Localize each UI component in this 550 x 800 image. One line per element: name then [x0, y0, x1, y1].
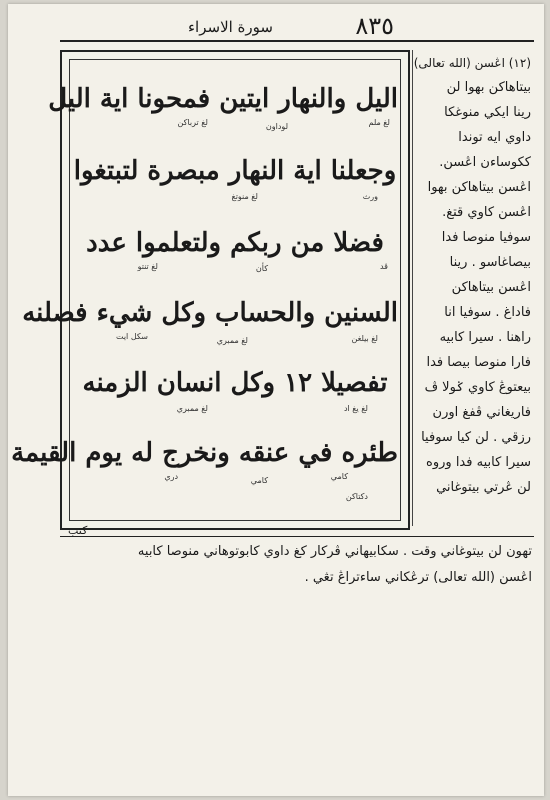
- quran-text-frame: [11, 50, 410, 530]
- header-divider: [60, 40, 534, 42]
- gloss: لغ ممبري: [176, 404, 208, 413]
- tafsir-line: ککوساءن اڠسن.: [439, 155, 531, 170]
- tafsir-line: سوفيا منوصا فدا: [441, 230, 531, 245]
- bottom-divider: [60, 536, 534, 537]
- gloss: لغ يغ اد: [343, 404, 368, 413]
- gloss: لغ تنتو: [137, 262, 158, 271]
- quran-line-5: [72, 368, 398, 398]
- quran-line-2: وجعلنا اية النهار مبصرة لتبتغوا: [73, 156, 397, 186]
- tafsir-column: [412, 50, 537, 526]
- gloss: لغ ملم: [368, 118, 390, 127]
- gloss: لغ ترباكن: [177, 118, 208, 127]
- tafsir-line: سيرا کابيه فدا وروه: [426, 455, 531, 470]
- continuation-line-1: تهون لن بيتوغاني وقت . سکابيهاني ڤرکار کغ داوي کابوتوهاني منوصا کابيه: [137, 544, 532, 559]
- page-header: [48, 12, 514, 42]
- gloss: لوداون: [265, 122, 288, 131]
- catchword: كتب: [68, 524, 88, 537]
- tafsir-heading: (١٢) اڠسن (الله تعالى): [413, 56, 531, 70]
- gloss: کامي: [250, 476, 268, 485]
- quran-line-5-text: تفصيلا ١٢ وكل انسان الزمنه: [82, 368, 388, 398]
- gloss: لغ منوتغ: [231, 192, 258, 201]
- book-page: [8, 4, 544, 796]
- continuation-line-2: اڠسن (الله تعالى) ترڠکاني ساءتراڠ تڠي .: [304, 570, 532, 585]
- gloss: لغ بيلغن: [351, 334, 378, 343]
- gloss: کامي: [330, 472, 348, 481]
- surah-title: سورة الاسراء: [188, 18, 273, 36]
- tafsir-line: فاريغاني ڤفغ اورن: [432, 405, 531, 420]
- tafsir-line: رزقي . لن کيا سوفيا: [421, 430, 531, 445]
- tafsir-line: راهنا . سيرا کابيه: [439, 330, 531, 345]
- gloss: دري: [164, 472, 178, 481]
- quran-line-6: طئره في عنقه ونخرج له يوم القيمة: [11, 438, 398, 468]
- quran-line-1: اليل والنهار ايتين فمحونا اية اليل: [48, 84, 398, 114]
- gloss: سکل ايت: [115, 332, 148, 341]
- tafsir-line: بيعتوڠ کاوي ݢولا ڤ: [424, 380, 531, 395]
- tafsir-line: بيتاهاکن بهوا لن: [446, 80, 531, 95]
- gloss: ڤد: [379, 262, 388, 271]
- quran-line-4: السنين والحساب وكل شيء فصلنه: [22, 298, 398, 328]
- gloss: لغ ممبري: [216, 336, 248, 345]
- tafsir-line: رينا ايکي منوغکا: [444, 105, 531, 120]
- tafsir-line: اڠسن کاوي قتغ.: [442, 205, 531, 220]
- tafsir-line: فارا منوصا بيصا فدا: [426, 355, 531, 370]
- tafsir-line: فاداغ . سوفيا انا: [444, 305, 531, 320]
- tafsir-line: داوي ايه توندا: [458, 130, 531, 145]
- tafsir-line: اڠسن بيتاهاکن: [451, 280, 531, 295]
- gloss: ورث: [362, 192, 378, 201]
- tafsir-line: بيصاغاسو . رينا: [449, 255, 531, 270]
- quran-line-3: فضلا من ربكم ولتعلموا عدد: [86, 228, 384, 258]
- tafsir-line: لن ڠرتي بيتوغاني: [436, 480, 531, 495]
- gloss: دکتاکن: [345, 492, 368, 501]
- tafsir-line: اڠسن بيتاهاکن بهوا: [427, 180, 531, 195]
- gloss: کأن: [255, 264, 268, 273]
- page-number: ٨٣٥: [355, 12, 394, 40]
